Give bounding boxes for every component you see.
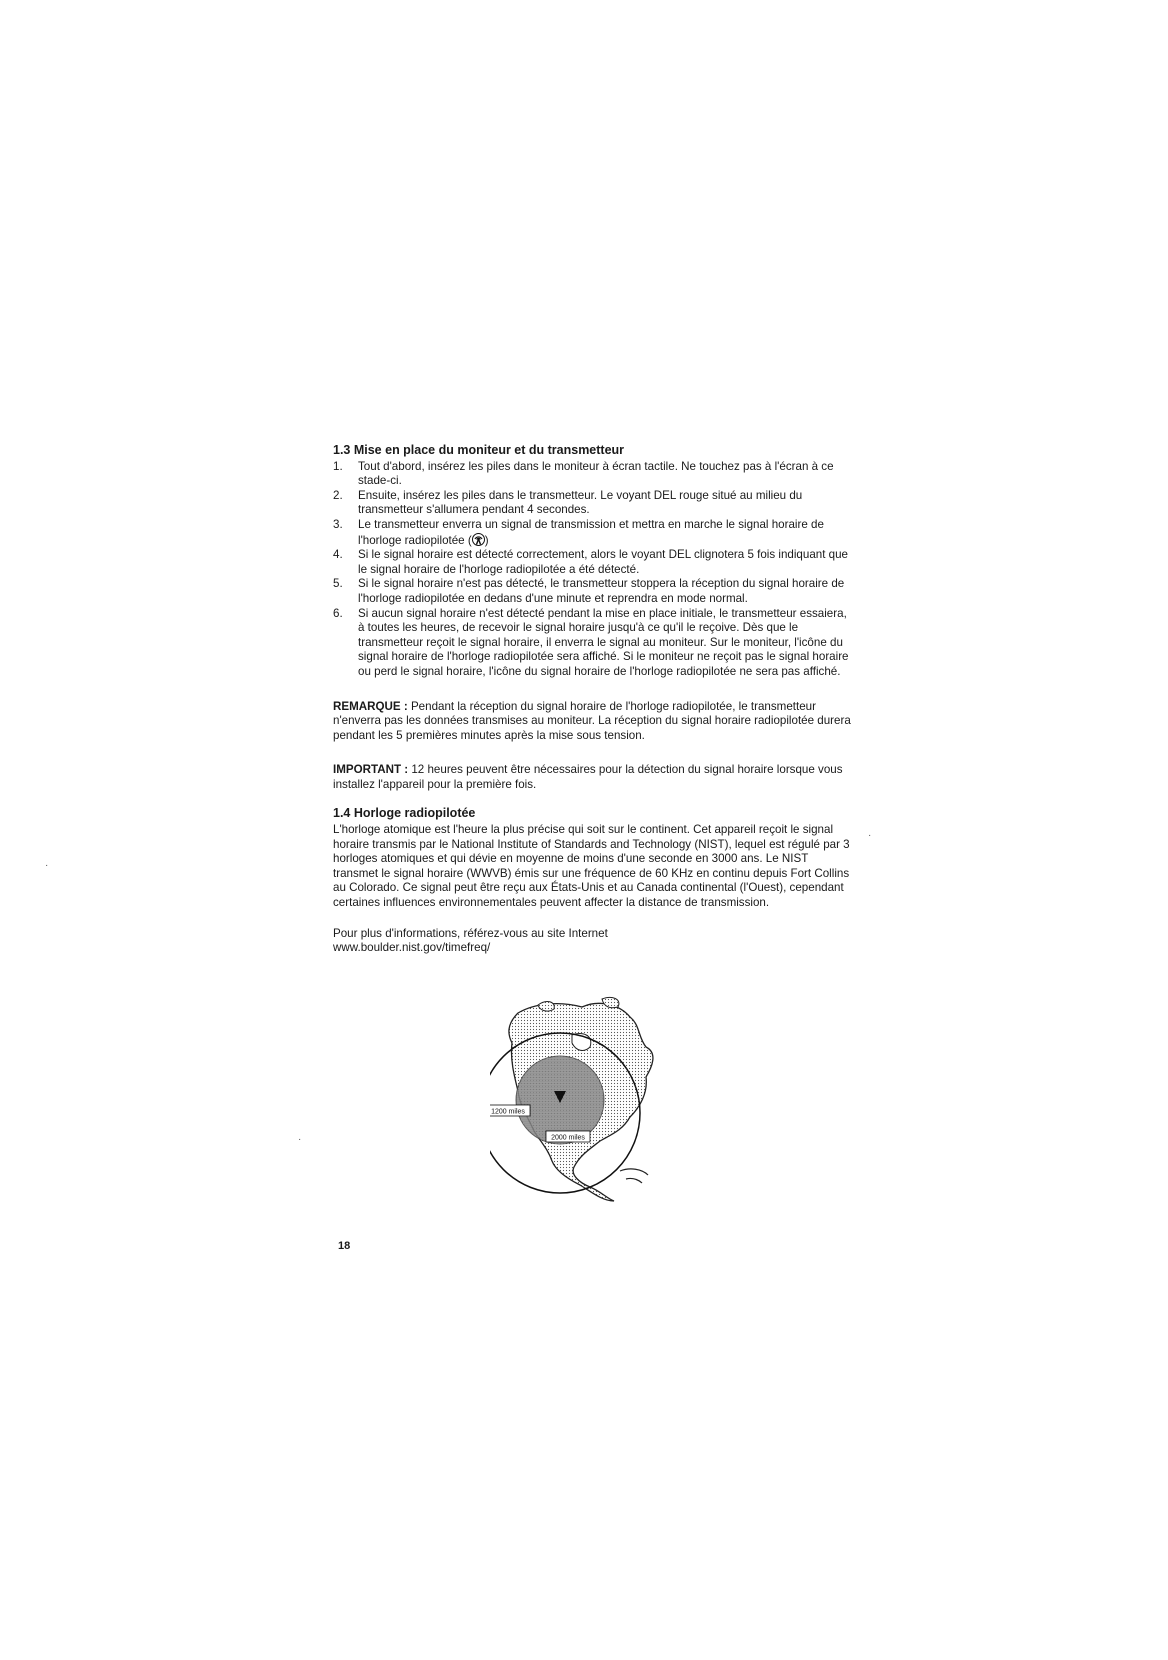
more-info-paragraph [333,927,853,956]
content-column [333,443,853,956]
radio-tower-icon [472,533,485,546]
margin-dot: · [298,1134,302,1145]
margin-dot: · [868,830,872,841]
website-url: www.boulder.nist.gov/timefreq/ [333,941,491,955]
step-text-end: ) [484,533,489,547]
important-lead: IMPORTANT : [333,763,409,777]
step-number: 6. [333,606,343,620]
list-item [333,489,853,518]
step-number: 5. [333,577,343,591]
radio-clock-paragraph: L'horloge atomique est l'heure la plus précise qui soit sur le continent. Cet appareil reçoit le signal horaire transmis par le National Institute of Standards and Technology (NIST), lequel est régulé par 3 horloges atomiques et qui dévie en moyenne de moins d'une seconde en 3000 ans. Le NIST transmet le signal horaire (WWVB) émis sur une fréquence de 60 KHz en continu depuis Fort Collins au Colorado. Ce signal peut être reçu aux États-Unis et au Canada continental (l'Ouest), cependant certaines influences environnementales peuvent affecter la distance de transmission. [333,823,850,910]
list-item [333,577,853,606]
north-america-coverage-map [490,995,690,1205]
step-number: 4. [333,548,343,562]
step-text: Le transmetteur enverra un signal de transmission et mettra en marche le signal horaire de l'horloge radiopilotée ( [358,517,824,547]
important-paragraph [333,763,853,792]
more-info-text: Pour plus d'informations, référez-vous au site Internet [333,926,608,940]
list-item [333,460,853,489]
list-item [333,518,853,548]
section-heading-setup: 1.3 Mise en place du moniteur et du transmetteur [333,443,625,457]
note-text: Pendant la réception du signal horaire de l'horloge radiopilotée, le transmetteur n'enverra pas les données transmises au moniteur. La réception du signal horaire radiopilotée durera pendant les 5 premières minutes après la mise sous tension. [333,699,851,742]
margin-dot: · [45,860,49,871]
step-text: Si le signal horaire est détecté correctement, alors le voyant DEL clignotera 5 fois indiquant que le signal horaire de l'horloge radiopilotée a été détecté. [358,548,848,576]
page-number: 18 [338,1240,351,1252]
step-number: 2. [333,488,343,502]
step-text: Tout d'abord, insérez les piles dans le moniteur à écran tactile. Ne touchez pas à l'écran à ce stade-ci. [358,459,834,488]
step-text: Si le signal horaire n'est pas détecté, le transmetteur stoppera la réception du signal horaire de l'horloge radiopilotée en dedans d'une minute et reprendra en mode normal. [358,577,845,605]
note-lead: REMARQUE : [333,699,408,713]
note-paragraph [333,700,853,744]
section-heading-radio-clock: 1.4 Horloge radiopilotée [333,806,476,821]
important-text: 12 heures peuvent être nécessaires pour la détection du signal horaire lorsque vous installez l'appareil pour la première fois. [333,763,843,791]
list-item [333,607,853,680]
step-number: 3. [333,517,343,531]
map-illustration [490,995,690,1205]
step-text: Ensuite, insérez les piles dans le transmetteur. Le voyant DEL rouge situé au milieu du transmetteur s'allumera pendant 4 secondes. [358,488,803,517]
step-text: Si aucun signal horaire n'est détecté pendant la mise en place initiale, le transmetteur essaiera, à toutes les heures, de recevoir le signal horaire jusqu'à ce qu'il le reçoive. Dès que le transmetteur reçoit le signal horaire, il enverra le signal au moniteur. Sur le moniteur, l'icône du signal horaire de l'horloge radiopilotée sera affiché. Si le moniteur ne reçoit pas le signal horaire ou perd le signal horaire, l'icône du signal horaire de l'horloge radiopilotée ne sera pas affiché. [358,606,849,678]
setup-steps-list [333,460,853,680]
label-1200-miles: 1200 miles [491,1108,525,1116]
step-number: 1. [333,459,343,473]
label-2000-miles: 2000 miles [551,1134,585,1142]
list-item [333,548,853,577]
